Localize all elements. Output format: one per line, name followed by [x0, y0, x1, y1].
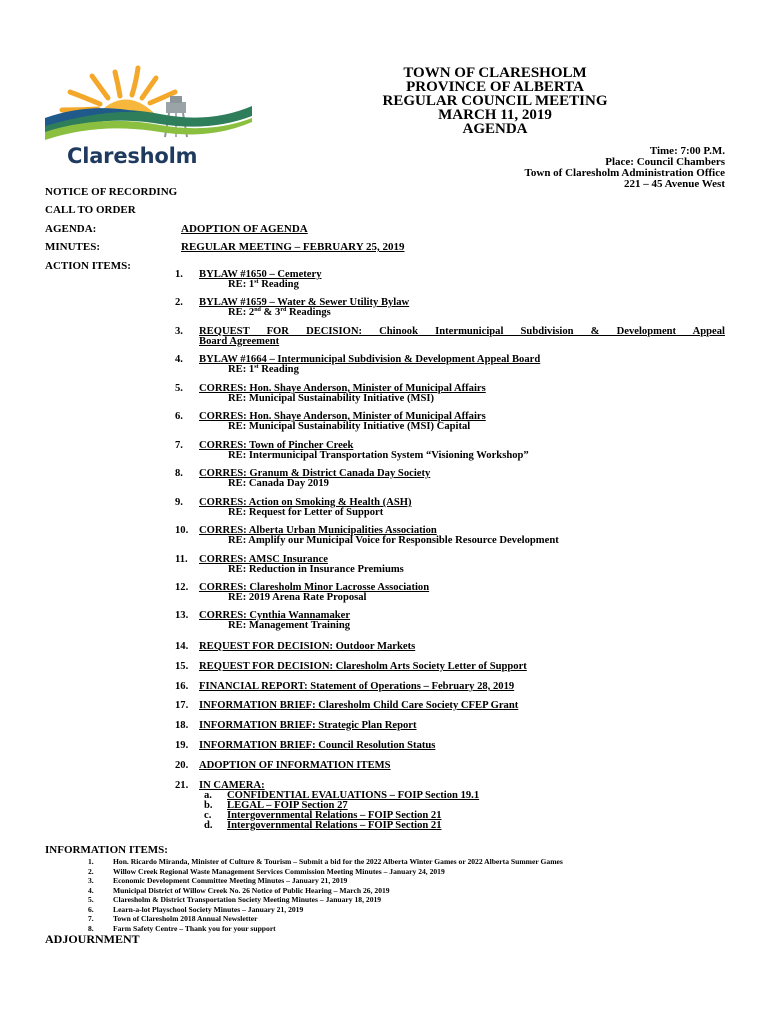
item-number: 15. [175, 661, 189, 672]
action-item [175, 498, 725, 518]
action-item [175, 441, 725, 461]
information-items-label: INFORMATION ITEMS: [45, 844, 168, 856]
item-title: BYLAW #1664 – Intermunicipal Subdivision & Development Appeal Board [199, 354, 541, 365]
item-number: 19. [175, 740, 189, 751]
action-item [175, 761, 725, 771]
item-number: 6. [175, 411, 183, 422]
in-camera-item: d. Intergovernmental Relations – FOIP Section 21 [204, 820, 442, 831]
item-title: FINANCIAL REPORT: Statement of Operations – February 28, 2019 [199, 681, 515, 692]
item-title: REQUEST FOR DECISION: Chinook Intermunicipal Subdivision & Development Appeal [199, 326, 725, 337]
call-to-order: CALL TO ORDER [45, 204, 136, 216]
action-item [175, 781, 725, 831]
item-re: RE: 1st Reading [228, 364, 299, 375]
info-item: 6. Learn-a-lot Playschool Society Minutes – January 21, 2019 [88, 904, 304, 914]
info-item: 4. Municipal District of Willow Creek No. 26 Notice of Public Hearing – March 26, 2019 [88, 885, 390, 895]
info-item: 1. Hon. Ricardo Miranda, Minister of Culture & Tourism – Submit a bid for the 2022 Alberta Winter Games or 2022 Alberta Summer Games [88, 857, 563, 866]
item-re: RE: Canada Day 2019 [228, 478, 329, 489]
title-line: MARCH 11, 2019 [438, 107, 552, 123]
item-re: RE: Intermunicipal Transportation System “Visioning Workshop” [228, 450, 529, 461]
action-item [175, 526, 725, 546]
item-re: RE: 2nd & 3rd Readings [228, 307, 331, 318]
action-item [175, 642, 725, 652]
item-re: RE: 1st Reading [228, 279, 299, 290]
item-number: 8. [175, 468, 183, 479]
item-title: IN CAMERA: [199, 780, 265, 791]
item-title: CORRES: Action on Smoking & Health (ASH) [199, 497, 412, 508]
item-title: BYLAW #1650 – Cemetery [199, 269, 322, 280]
item-title: CORRES: Claresholm Minor Lacrosse Association [199, 582, 430, 593]
title-line: REGULAR COUNCIL MEETING [382, 93, 608, 109]
in-camera-item: c. Intergovernmental Relations – FOIP Section 21 [204, 810, 442, 821]
sun-water-tower-icon [40, 62, 255, 147]
meeting-address: 221 – 45 Avenue West [623, 178, 725, 190]
info-item: 8. Farm Safety Centre – Thank you for your support [88, 923, 276, 933]
action-item [175, 583, 725, 603]
item-title: INFORMATION BRIEF: Council Resolution Status [199, 740, 436, 751]
item-number: 5. [175, 383, 183, 394]
item-title: CORRES: Granum & District Canada Day Society [199, 468, 431, 479]
in-camera-item: a. CONFIDENTIAL EVALUATIONS – FOIP Section 19.1 [204, 790, 480, 801]
item-title: CORRES: Hon. Shaye Anderson, Minister of Municipal Affairs [199, 411, 486, 422]
item-number: 17. [175, 700, 189, 711]
action-item [175, 327, 725, 347]
action-item [175, 611, 725, 631]
action-item [175, 412, 725, 432]
item-re: RE: Management Training [228, 620, 351, 631]
info-item: 5. Claresholm & District Transportation Society Meeting Minutes – January 18, 2019 [88, 895, 382, 904]
action-item [175, 741, 725, 751]
meeting-details [405, 146, 725, 190]
item-title: INFORMATION BRIEF: Claresholm Child Care Society CFEP Grant [199, 700, 519, 711]
minutes-item: REGULAR MEETING – FEBRUARY 25, 2019 [181, 241, 405, 253]
item-number: 2. [175, 297, 183, 308]
item-number: 11. [175, 554, 188, 565]
action-item [175, 355, 725, 375]
item-title: ADOPTION OF INFORMATION ITEMS [199, 760, 391, 771]
item-re: RE: Request for Letter of Support [228, 507, 384, 518]
item-re: RE: Municipal Sustainability Initiative (MSI) Capital [228, 421, 471, 432]
item-number: 14. [175, 641, 189, 652]
action-item [175, 555, 725, 575]
in-camera-item: b. LEGAL – FOIP Section 27 [204, 800, 348, 811]
item-number: 21. [175, 780, 189, 791]
item-title: CORRES: Cynthia Wannamaker [199, 610, 351, 621]
item-number: 12. [175, 582, 189, 593]
item-title: INFORMATION BRIEF: Strategic Plan Report [199, 720, 417, 731]
item-re: RE: Amplify our Municipal Voice for Responsible Resource Development [228, 535, 559, 546]
item-number: 20. [175, 760, 189, 771]
action-item [175, 662, 725, 672]
title-line: TOWN OF CLARESHOLM [403, 65, 587, 81]
action-item [175, 721, 725, 731]
action-item [175, 469, 725, 489]
item-re: RE: Municipal Sustainability Initiative (MSI) [228, 393, 435, 404]
item-number: 1. [175, 269, 183, 280]
title-line: PROVINCE OF ALBERTA [406, 79, 584, 95]
logo-wordmark: Claresholm [67, 144, 198, 168]
action-item [175, 270, 725, 290]
title-line: AGENDA [462, 121, 528, 137]
item-title: REQUEST FOR DECISION: Outdoor Markets [199, 641, 416, 652]
item-re: RE: 2019 Arena Rate Proposal [228, 592, 367, 603]
agenda-title-block [360, 66, 630, 136]
item-number: 16. [175, 681, 189, 692]
action-item [175, 682, 725, 692]
item-number: 7. [175, 440, 183, 451]
town-logo [40, 62, 255, 174]
info-item: 3. Economic Development Committee Meeting Minutes – January 21, 2019 [88, 876, 348, 885]
item-title: CORRES: Alberta Urban Municipalities Association [199, 525, 437, 536]
item-number: 4. [175, 354, 183, 365]
info-item: 2. Willow Creek Regional Waste Management Services Commission Meeting Minutes – January 24, 2019 [88, 866, 445, 876]
meeting-office: Town of Claresholm Administration Office [524, 167, 725, 179]
item-title: CORRES: Hon. Shaye Anderson, Minister of Municipal Affairs [199, 383, 486, 394]
item-number: 3. [175, 326, 183, 337]
info-item: 7. Town of Claresholm 2018 Annual Newsletter [88, 914, 258, 923]
action-item [175, 384, 725, 404]
item-title: BYLAW #1659 – Water & Sewer Utility Bylaw [199, 297, 410, 308]
information-items-list [88, 857, 563, 933]
adjournment: ADJOURNMENT [45, 932, 140, 946]
item-title: CORRES: Town of Pincher Creek [199, 440, 354, 451]
adoption-of-agenda: ADOPTION OF AGENDA [181, 223, 308, 235]
action-item [175, 701, 725, 711]
action-items-label: ACTION ITEMS: [45, 260, 131, 272]
item-number: 13. [175, 610, 189, 621]
meeting-time: Time: 7:00 P.M. [649, 145, 725, 157]
item-number: 9. [175, 497, 183, 508]
minutes-label: MINUTES: [45, 241, 101, 253]
item-re: RE: Reduction in Insurance Premiums [228, 564, 404, 575]
item-title: REQUEST FOR DECISION: Claresholm Arts Society Letter of Support [199, 661, 527, 672]
item-number: 18. [175, 720, 189, 731]
item-number: 10. [175, 525, 189, 536]
item-title: CORRES: AMSC Insurance [199, 554, 328, 565]
action-item [175, 298, 725, 318]
item-title-continued: Board Agreement [199, 336, 280, 347]
agenda-label: AGENDA: [45, 223, 97, 235]
notice-of-recording: NOTICE OF RECORDING [45, 186, 178, 198]
meeting-place: Place: Council Chambers [605, 156, 725, 168]
